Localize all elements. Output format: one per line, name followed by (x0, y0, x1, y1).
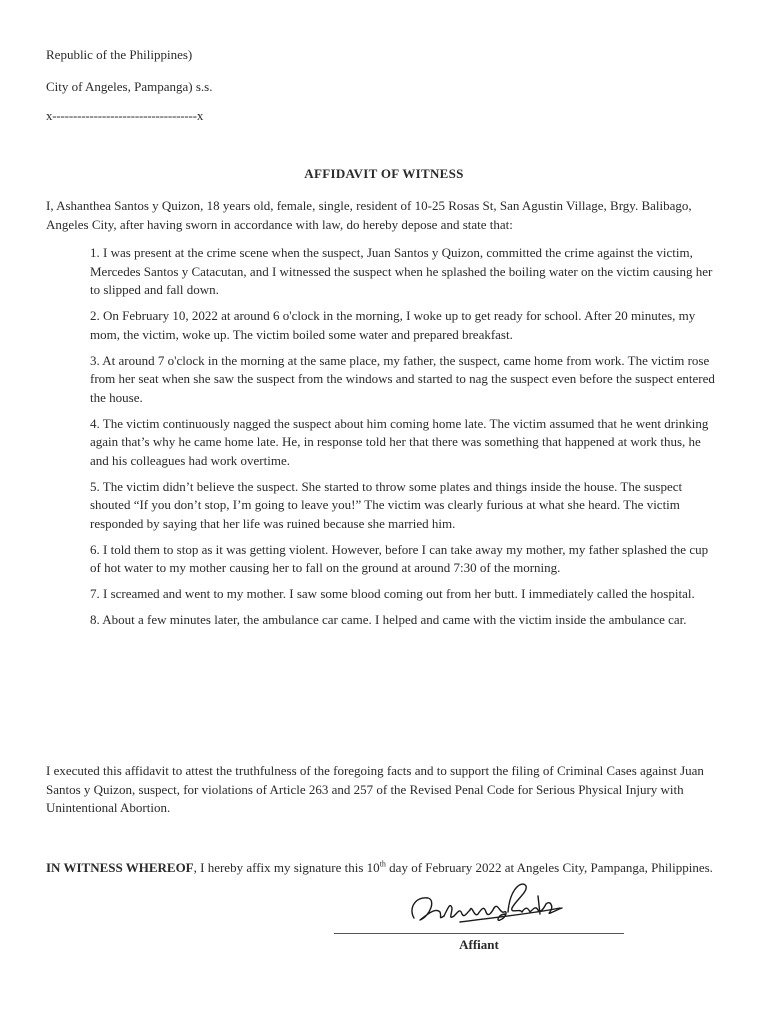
statement-item: 4. The victim continuously nagged the suspect about him coming home late. The victim assumed that he went drinking again that’s why he came home late. He, in response told her that there was something that happened at work thus, he and his colleagues had work overtime. (90, 415, 709, 468)
statement-item: 2. On February 10, 2022 at around 6 o'clock in the morning, I woke up to get ready for school. After 20 minutes, my mom, the victim, woke up. The victim boiled some water and prepared breakfast. (90, 308, 696, 342)
intro-paragraph: I, Ashanthea Santos y Quizon, 18 years old, female, single, resident of 10-25 Rosas St, San Agustin Village, Brgy. Balibago, Angeles City, after having sworn in accordance with law, do hereby depose and state that: (46, 198, 692, 232)
statement-item: 6. I told them to stop as it was getting violent. However, before I can take away my mother, my father splashed the cup of hot water to my mother causing her to fall on the ground at around 7:30 of the morning. (90, 541, 709, 575)
document-title: AFFIDAVIT OF WITNESS (304, 166, 464, 181)
whereof-text-1: , I hereby affix my signature this 10 (193, 860, 380, 875)
whereof-heading: IN WITNESS WHEREOF (46, 860, 194, 875)
caption-separator: x-----------------------------------x (46, 108, 204, 123)
caption-republic: Republic of the Philippines) (46, 47, 193, 62)
closing-paragraph: I executed this affidavit to attest the truthfulness of the foregoing facts and to support the filing of Criminal Cases against Juan Santos y Quizon, suspect, for violations of Article 263 and 257 of the Revised Penal Code for Serious Physical Injury with Unintentional Abortion. (46, 763, 704, 815)
statement-list (90, 244, 722, 637)
witness-whereof-paragraph (46, 859, 726, 878)
statement-item: 5. The victim didn’t believe the suspect. She started to throw some plates and things inside the house. The suspect shouted “If you don’t stop, I’m going to leave you!” The victim was clearly furious at what she heard. The victim responded by saying that her life was ruined because she married him. (90, 478, 683, 531)
whereof-text-2: day of February 2022 at Angeles City, Pampanga, Philippines. (385, 860, 713, 875)
handwritten-signature (400, 878, 570, 940)
statement-item: 7. I screamed and went to my mother. I saw some blood coming out from her butt. I immediately called the hospital. (90, 586, 695, 601)
statement-item: 3. At around 7 o'clock in the morning at the same place, my father, the suspect, came home from work. The victim rose from her seat when she saw the suspect from the windows and started to nag the suspect even before the suspect entered the house. (90, 352, 715, 405)
affiant-label: Affiant (459, 937, 499, 952)
whereof-ordinal: th (379, 859, 386, 869)
signature-line (334, 933, 624, 934)
statement-item: 1. I was present at the crime scene when the suspect, Juan Santos y Quizon, committed the crime against the victim, Mercedes Santos y Catacutan, and I witnessed the suspect when he splashed the boiling water on the victim causing her to slipped and fall down. (90, 245, 713, 297)
statement-item: 8. About a few minutes later, the ambulance car came. I helped and came with the victim inside the ambulance car. (90, 612, 687, 627)
caption-city: City of Angeles, Pampanga) s.s. (46, 79, 213, 94)
